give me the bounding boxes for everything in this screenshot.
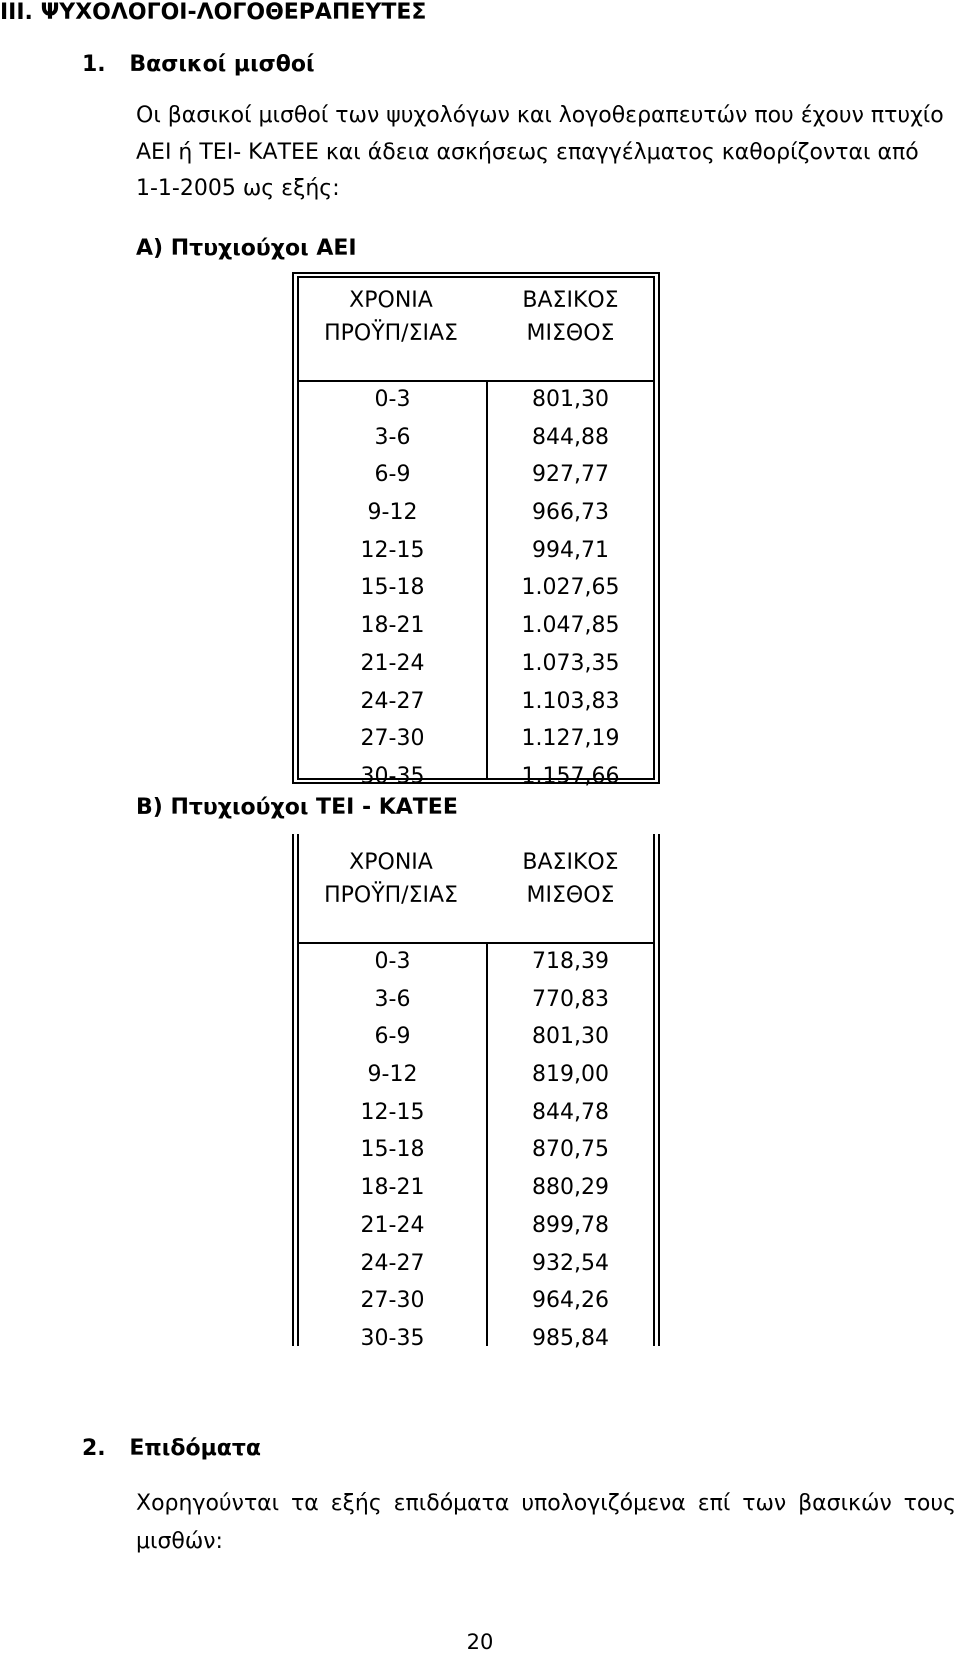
table-row [292, 1321, 660, 1359]
cell-salary: 1.157,66 [521, 763, 620, 789]
cell-salary: 718,39 [532, 949, 609, 974]
header-salary [488, 284, 653, 350]
cell-salary: 1.047,85 [521, 613, 620, 639]
header-salary [488, 846, 653, 912]
cell-years: 24-27 [360, 688, 425, 714]
allowances-line: μισθών: [136, 1529, 223, 1554]
cell-salary: 932,54 [532, 1250, 609, 1276]
table-body [292, 944, 660, 1359]
page-number: 20 [466, 1630, 494, 1654]
table-row [292, 533, 660, 571]
table-row [292, 608, 660, 646]
cell-years: 6-9 [374, 462, 411, 488]
cell-years: 24-27 [360, 1250, 425, 1276]
cell-years: 27-30 [360, 1288, 425, 1314]
table-a-heading: Α) Πτυχιούχοι ΑΕΙ [136, 236, 357, 261]
table-body [292, 382, 660, 797]
header-line: ΜΙΣΘΟΣ [526, 883, 615, 908]
cell-years: 0-3 [374, 387, 411, 412]
cell-years: 3-6 [374, 986, 411, 1012]
header-line: ΒΑΣΙΚΟΣ [522, 850, 619, 875]
subheading-title: Βασικοί μισθοί [129, 52, 315, 77]
table-row [292, 1095, 660, 1133]
intro-line: Οι βασικοί μισθοί των ψυχολόγων και λογοθεραπευτών που έχουν πτυχίο [136, 103, 944, 128]
cell-salary: 1.073,35 [521, 650, 620, 676]
cell-salary: 1.103,83 [521, 688, 620, 714]
table-row [292, 1170, 660, 1208]
cell-years: 21-24 [360, 1212, 425, 1238]
cell-salary: 801,30 [532, 387, 609, 412]
table-b-heading: Β) Πτυχιούχοι ΤΕΙ - ΚΑΤΕΕ [136, 795, 458, 820]
cell-salary: 927,77 [532, 462, 609, 488]
table-row [292, 495, 660, 533]
cell-years: 30-35 [360, 763, 425, 789]
table-row [292, 382, 660, 420]
allowances-paragraph [136, 1485, 956, 1523]
cell-years: 9-12 [367, 500, 418, 526]
salary-table-b [292, 834, 660, 1351]
header-line: ΠΡΟΫΠ/ΣΙΑΣ [324, 321, 458, 346]
cell-salary: 870,75 [532, 1137, 609, 1163]
cell-years: 21-24 [360, 650, 425, 676]
cell-salary: 985,84 [532, 1325, 609, 1351]
cell-salary: 966,73 [532, 500, 609, 526]
section-title: III. ΨΥΧΟΛΟΓΟΙ-ΛΟΓΟΘΕΡΑΠΕΥΤΕΣ [0, 0, 427, 25]
table-row [292, 1132, 660, 1170]
cell-salary: 844,88 [532, 424, 609, 450]
subheading-allowances [82, 1436, 261, 1461]
subheading-title: Επιδόματα [129, 1436, 262, 1461]
cell-years: 18-21 [360, 613, 425, 639]
cell-salary: 964,26 [532, 1288, 609, 1314]
table-row [292, 1057, 660, 1095]
intro-paragraph [136, 98, 944, 208]
header-line: ΒΑΣΙΚΟΣ [522, 288, 619, 313]
intro-line: 1-1-2005 ως εξής: [136, 176, 340, 201]
subheading-number: 1. [82, 52, 106, 77]
cell-salary: 1.127,19 [521, 726, 620, 752]
table-row [292, 1283, 660, 1321]
cell-years: 12-15 [360, 537, 425, 563]
cell-years: 27-30 [360, 726, 425, 752]
table-row [292, 646, 660, 684]
table-row [292, 1019, 660, 1057]
table-row [292, 570, 660, 608]
table-row [292, 457, 660, 495]
cell-years: 15-18 [360, 575, 425, 601]
cell-years: 18-21 [360, 1175, 425, 1201]
table-row [292, 982, 660, 1020]
subheading-basic-salaries [82, 52, 315, 77]
allowances-paragraph-end [136, 1524, 223, 1561]
table-row [292, 684, 660, 722]
table-row [292, 944, 660, 982]
cell-salary: 880,29 [532, 1175, 609, 1201]
table-row [292, 1246, 660, 1284]
cell-salary: 819,00 [532, 1062, 609, 1088]
header-line: ΜΙΣΘΟΣ [526, 321, 615, 346]
cell-salary: 770,83 [532, 986, 609, 1012]
table-row [292, 721, 660, 759]
table-row [292, 1208, 660, 1246]
allowances-line: Χορηγούνται τα εξής επιδόματα υπολογιζόμενα επί των βασικών τους [136, 1491, 956, 1516]
cell-years: 15-18 [360, 1137, 425, 1163]
cell-salary: 994,71 [532, 537, 609, 563]
header-line: ΧΡΟΝΙΑ [349, 850, 433, 875]
cell-years: 0-3 [374, 949, 411, 974]
cell-salary: 899,78 [532, 1212, 609, 1238]
cell-years: 3-6 [374, 424, 411, 450]
cell-salary: 801,30 [532, 1024, 609, 1050]
header-years [299, 846, 483, 912]
cell-salary: 1.027,65 [521, 575, 620, 601]
intro-line: ΑΕΙ ή ΤΕΙ- ΚΑΤΕΕ και άδεια ασκήσεως επαγγέλματος καθορίζονται από [136, 139, 919, 165]
header-line: ΠΡΟΫΠ/ΣΙΑΣ [324, 883, 458, 908]
cell-years: 12-15 [360, 1099, 425, 1125]
table-row [292, 759, 660, 797]
cell-years: 6-9 [374, 1024, 411, 1050]
cell-years: 9-12 [367, 1062, 418, 1088]
subheading-number: 2. [82, 1436, 106, 1461]
cell-salary: 844,78 [532, 1099, 609, 1125]
salary-table-a [292, 272, 660, 789]
header-line: ΧΡΟΝΙΑ [349, 288, 433, 313]
header-years [299, 284, 483, 350]
cell-years: 30-35 [360, 1325, 425, 1351]
table-row [292, 420, 660, 458]
